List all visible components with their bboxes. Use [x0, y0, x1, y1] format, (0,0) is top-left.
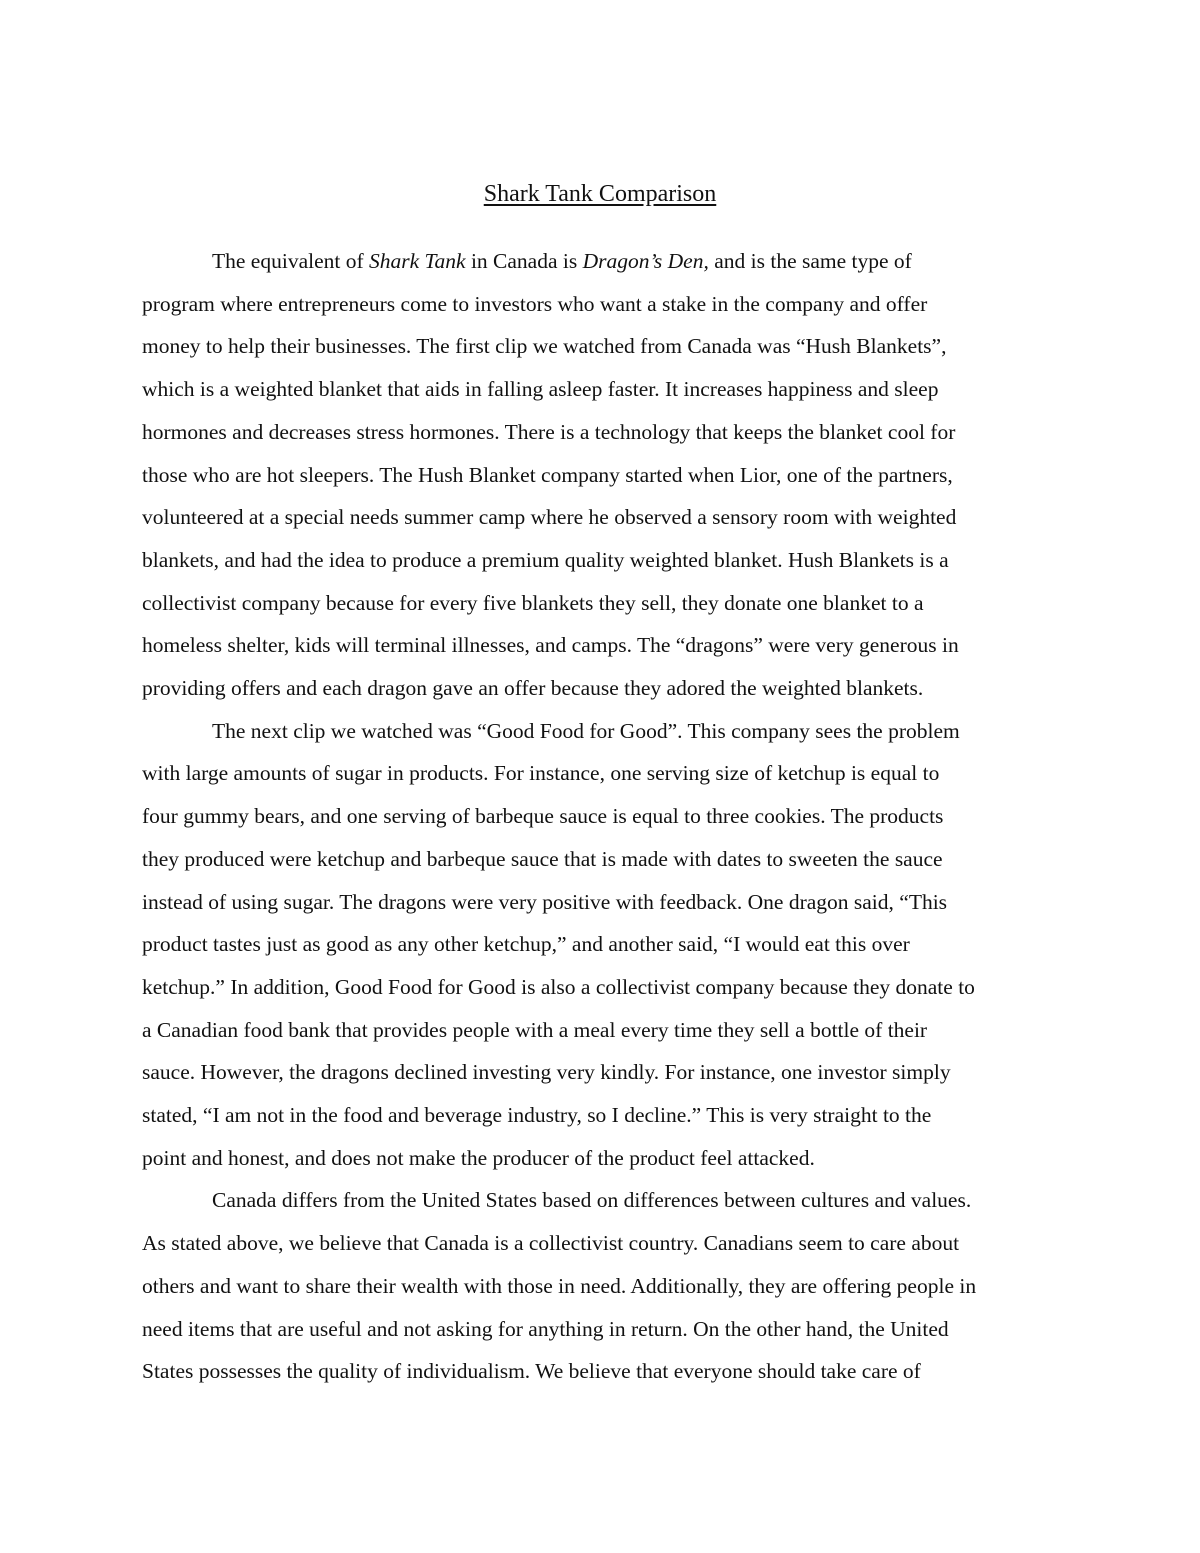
paragraph-line: stated, “I am not in the food and beverage industry, so I decline.” This is very straight to the [142, 1103, 932, 1128]
document-body [142, 240, 1060, 1393]
paragraph-line: they produced were ketchup and barbeque sauce that is made with dates to sweeten the sauce [142, 846, 943, 871]
paragraph-3 [142, 1179, 1060, 1393]
paragraph-line: with large amounts of sugar in products. For instance, one serving size of ketchup is equal to [142, 761, 940, 786]
paragraph-line: homeless shelter, kids will terminal illnesses, and camps. The “dragons” were very generous in [142, 633, 959, 658]
paragraph-line: money to help their businesses. The first clip we watched from Canada was “Hush Blankets”, [142, 334, 947, 359]
paragraph-line: volunteered at a special needs summer camp where he observed a sensory room with weighted [142, 505, 957, 530]
text-run: The equivalent of [212, 249, 370, 273]
paragraph-2 [142, 710, 1060, 1180]
text-run: in Canada is [465, 249, 583, 273]
paragraph-line: providing offers and each dragon gave an offer because they adored the weighted blankets. [142, 676, 924, 701]
paragraph-line: States possesses the quality of individualism. We believe that everyone should take care of [142, 1359, 921, 1384]
paragraph-line: As stated above, we believe that Canada is a collectivist country. Canadians seem to care about [142, 1231, 960, 1256]
paragraph-line: sauce. However, the dragons declined investing very kindly. For instance, one investor simply [142, 1060, 951, 1085]
paragraph-line: hormones and decreases stress hormones. There is a technology that keeps the blanket cool for [142, 419, 956, 444]
paragraph-line [142, 240, 1060, 283]
paragraph-line: ketchup.” In addition, Good Food for Good is also a collectivist company because they donate to [142, 974, 975, 999]
paragraph-line: program where entrepreneurs come to investors who want a stake in the company and offer [142, 291, 928, 316]
paragraph-line: which is a weighted blanket that aids in falling asleep faster. It increases happiness and sleep [142, 377, 939, 402]
show-title-dragons-den: Dragon’s Den, [582, 249, 709, 273]
paragraph-1 [142, 240, 1060, 710]
paragraph-line: those who are hot sleepers. The Hush Blanket company started when Lior, one of the partners, [142, 462, 953, 487]
paragraph-line: instead of using sugar. The dragons were very positive with feedback. One dragon said, “This [142, 889, 948, 914]
paragraph-line: point and honest, and does not make the producer of the product feel attacked. [142, 1145, 815, 1170]
paragraph-line: four gummy bears, and one serving of barbeque sauce is equal to three cookies. The products [142, 804, 944, 829]
paragraph-line: a Canadian food bank that provides people with a meal every time they sell a bottle of their [142, 1017, 928, 1042]
paragraph-line: product tastes just as good as any other ketchup,” and another said, “I would eat this over [142, 932, 910, 957]
paragraph-line: need items that are useful and not asking for anything in return. On the other hand, the United [142, 1316, 949, 1341]
show-title-shark-tank: Shark Tank [369, 249, 466, 273]
paragraph-line: others and want to share their wealth with those in need. Additionally, they are offering people in [142, 1273, 977, 1298]
paragraph-line: blankets, and had the idea to produce a premium quality weighted blanket. Hush Blankets is a [142, 547, 949, 572]
text-run: and is the same type of [708, 249, 912, 273]
page-title: Shark Tank Comparison [483, 181, 717, 207]
paragraph-line: Canada differs from the United States based on differences between cultures and values. [212, 1188, 972, 1213]
paragraph-line: The next clip we watched was “Good Food for Good”. This company sees the problem [212, 718, 960, 743]
paragraph-line: collectivist company because for every five blankets they sell, they donate one blanket to a [142, 590, 924, 615]
